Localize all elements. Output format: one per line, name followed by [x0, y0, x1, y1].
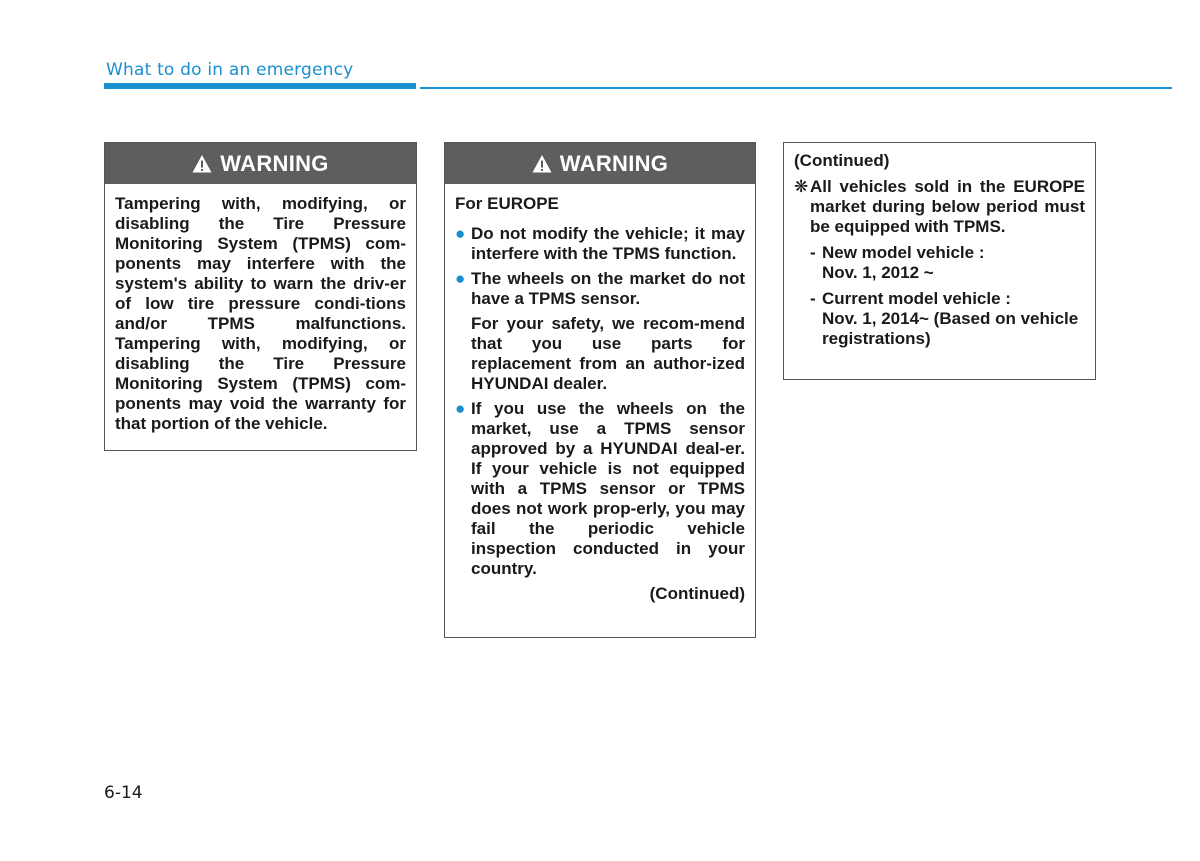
warning-heading: WARNING: [559, 150, 669, 176]
warning-header: [105, 143, 416, 184]
bullet-text: The wheels on the market do not have a TPMS sensor.: [471, 269, 745, 308]
list-item: [455, 224, 745, 264]
warning-header: [445, 143, 755, 184]
bullet-text: If you use the wheels on the market, use a TPMS sensor approved by a HYUNDAI deal-er. If your vehicle is not equipped with a TPMS sensor or TPMS does not work prop-erly, you may fail the periodic vehicle inspection conducted in your country.: [471, 399, 745, 578]
dash-icon: -: [810, 289, 816, 308]
bullet-icon: ●: [455, 269, 466, 288]
item-value: Nov. 1, 2012 ~: [822, 263, 934, 282]
section-title: What to do in an emergency: [106, 60, 354, 80]
page-number: 6-14: [104, 783, 143, 803]
warning-bullet-list: [455, 224, 745, 579]
dash-icon: -: [810, 243, 816, 262]
warning-body: [445, 184, 755, 616]
continued-label: (Continued): [794, 151, 890, 170]
warning-heading: WARNING: [220, 150, 329, 176]
bullet-icon: ●: [455, 224, 466, 243]
item-label: Current model vehicle :: [822, 289, 1011, 308]
warning-triangle-icon: [532, 154, 552, 174]
continued-label: (Continued): [649, 584, 745, 603]
item-label: New model vehicle :: [822, 243, 985, 262]
warning-box-tampering: [104, 142, 417, 451]
note-mark-icon: ❋: [794, 177, 809, 196]
note: [794, 177, 1085, 237]
warning-box-europe: [444, 142, 756, 638]
warning-body: [784, 143, 1095, 361]
warning-lead: For EUROPE: [455, 194, 559, 213]
warning-triangle-icon: [192, 154, 212, 174]
header-rule-thick: [104, 83, 416, 89]
bullet-icon: ●: [455, 399, 466, 418]
header-rule-thin: [420, 87, 1172, 89]
item-value: Nov. 1, 2014~ (Based on vehicle registrations): [822, 309, 1079, 348]
warning-body: [105, 184, 416, 446]
list-item: [794, 243, 1085, 283]
list-item: [455, 269, 745, 394]
list-item: [455, 399, 745, 579]
bullet-sub-paragraph: For your safety, we recom-mend that you use parts for replacement from an author-ized HYUNDAI dealer.: [471, 314, 745, 393]
warning-box-continued: [783, 142, 1096, 380]
warning-text: Tampering with, modifying, or disabling the Tire Pressure Monitoring System (TPMS) com-ponents may interfere with the system's ability to warn the driv-er of low tire pressure condi-tions and/or TPMS malfunctions. Tampering with, modifying, or disabling the Tire Pressure Monitoring System (TPMS) com-ponents may void the warranty for that portion of the vehicle.: [115, 194, 406, 433]
list-item: [794, 289, 1085, 349]
bullet-text: Do not modify the vehicle; it may interfere with the TPMS function.: [471, 224, 745, 263]
note-text: All vehicles sold in the EUROPE market during below period must be equipped with TPMS.: [810, 177, 1085, 236]
